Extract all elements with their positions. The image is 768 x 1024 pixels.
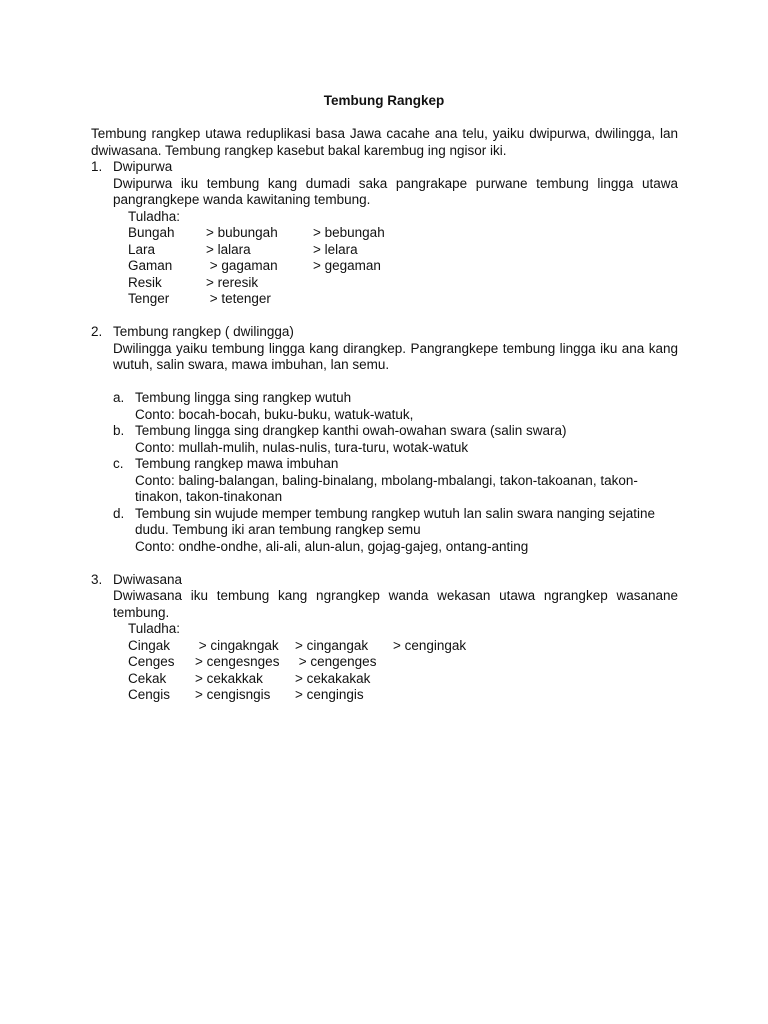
example-word: Cenges: [128, 654, 175, 669]
list-item: [113, 456, 678, 506]
example-row: [128, 671, 678, 688]
section-heading: Dwipurwa: [113, 159, 173, 174]
example-form-2: > cengingis: [295, 687, 364, 702]
example-form-1: > cingakngak: [195, 637, 279, 653]
section-dwipurwa: [91, 159, 678, 308]
list-item-example: Conto: baling-balangan, baling-binalang, mbolang-mbalangi, takon-takoanan, takon-tinakon, takon-tinakonan: [135, 472, 638, 504]
example-label: Tuladha:: [128, 208, 181, 224]
example-list: [91, 209, 678, 308]
example-form-1: > cekakkak: [195, 670, 263, 686]
example-form-1: > gagaman: [206, 258, 278, 273]
example-form-2: > gegaman: [313, 258, 381, 273]
list-item: [113, 390, 678, 423]
section-number: 2.: [91, 324, 103, 339]
example-row: [128, 225, 678, 242]
example-row: [128, 638, 678, 655]
example-word: Cekak: [128, 670, 167, 686]
section-number: 3.: [91, 571, 103, 587]
example-row: [128, 275, 678, 292]
page-title: Tembung Rangkep: [323, 93, 445, 108]
section-description: Dwipurwa iku tembung kang dumadi saka pangrakape purwane tembung lingga utawa pangrangkepe wanda kawitaning tembung.: [113, 175, 678, 207]
example-form-1: > reresik: [206, 274, 259, 290]
example-word: Cengis: [128, 687, 171, 702]
example-form-1: > bubungah: [206, 225, 278, 240]
example-form-2: > lelara: [313, 241, 358, 257]
example-form-2: > cekakakak: [295, 670, 371, 686]
example-word: Bungah: [128, 225, 175, 240]
example-form-3: > cengingak: [393, 637, 467, 653]
list-item: [113, 506, 678, 556]
list-item-example: Conto: ondhe-ondhe, ali-ali, alun-alun, gojag-gajeg, ontang-anting: [135, 538, 529, 554]
example-word: Tenger: [128, 291, 170, 306]
section-heading: Tembung rangkep ( dwilingga): [113, 324, 294, 339]
example-word: Gaman: [128, 258, 173, 273]
example-form-1: > lalara: [206, 241, 251, 257]
list-item-title: Tembung sin wujude memper tembung rangkep wutuh lan salin swara nanging sejatine dudu. Tembung iki aran tembung rangkep semu: [135, 505, 656, 537]
example-row: [128, 654, 678, 671]
list-item-title: Tembung rangkep mawa imbuhan: [135, 456, 339, 471]
section-dwilingga: [91, 324, 678, 555]
example-form-1: > cengisngis: [195, 687, 271, 702]
list-item: [113, 423, 678, 456]
list-item-example: Conto: bocah-bocah, buku-buku, watuk-watuk,: [135, 406, 414, 422]
list-item-title: Tembung lingga sing rangkep wutuh: [135, 390, 352, 405]
list-item-example: Conto: mullah-mulih, nulas-nulis, tura-turu, wotak-watuk: [135, 439, 469, 455]
example-word: Resik: [128, 274, 162, 290]
example-form-1: > tetenger: [206, 291, 271, 306]
example-row: [128, 258, 678, 275]
example-word: Cingak: [128, 637, 171, 653]
list-item-letter: d.: [113, 505, 125, 521]
list-item-letter: a.: [113, 390, 125, 405]
example-word: Lara: [128, 241, 156, 257]
intro-paragraph: Tembung rangkep utawa reduplikasi basa Jawa cacahe ana telu, yaiku dwipurwa, dwilingga, lan dwiwasana. Tembung rangkep kasebut bakal karembug ing ngisor iki.: [91, 126, 678, 158]
example-form-2: > cingangak: [295, 637, 369, 653]
section-description: Dwilingga yaiku tembung lingga kang dirangkep. Pangrangkepe tembung lingga iku ana kang wutuh, salin swara, mawa imbuhan, lan semu.: [113, 340, 678, 372]
example-list: [91, 621, 678, 704]
example-form-2: > cengenges: [295, 654, 377, 669]
example-row: [128, 291, 678, 308]
list-item-title: Tembung lingga sing drangkep kanthi owah-owahan swara (salin swara): [135, 423, 567, 438]
section-number: 1.: [91, 159, 103, 174]
document-body: [91, 126, 678, 704]
example-label: Tuladha:: [128, 621, 181, 636]
section-dwiwasana: [91, 572, 678, 704]
section-description: Dwiwasana iku tembung kang ngrangkep wanda wekasan utawa ngrangkep wasanane tembung.: [113, 588, 678, 620]
example-form-1: > cengesnges: [195, 654, 280, 669]
example-row: [128, 242, 678, 259]
section-heading: Dwiwasana: [113, 571, 183, 587]
example-row: [128, 687, 678, 704]
example-form-2: > bebungah: [313, 225, 385, 240]
list-item-letter: c.: [113, 456, 124, 471]
list-item-letter: b.: [113, 423, 125, 438]
